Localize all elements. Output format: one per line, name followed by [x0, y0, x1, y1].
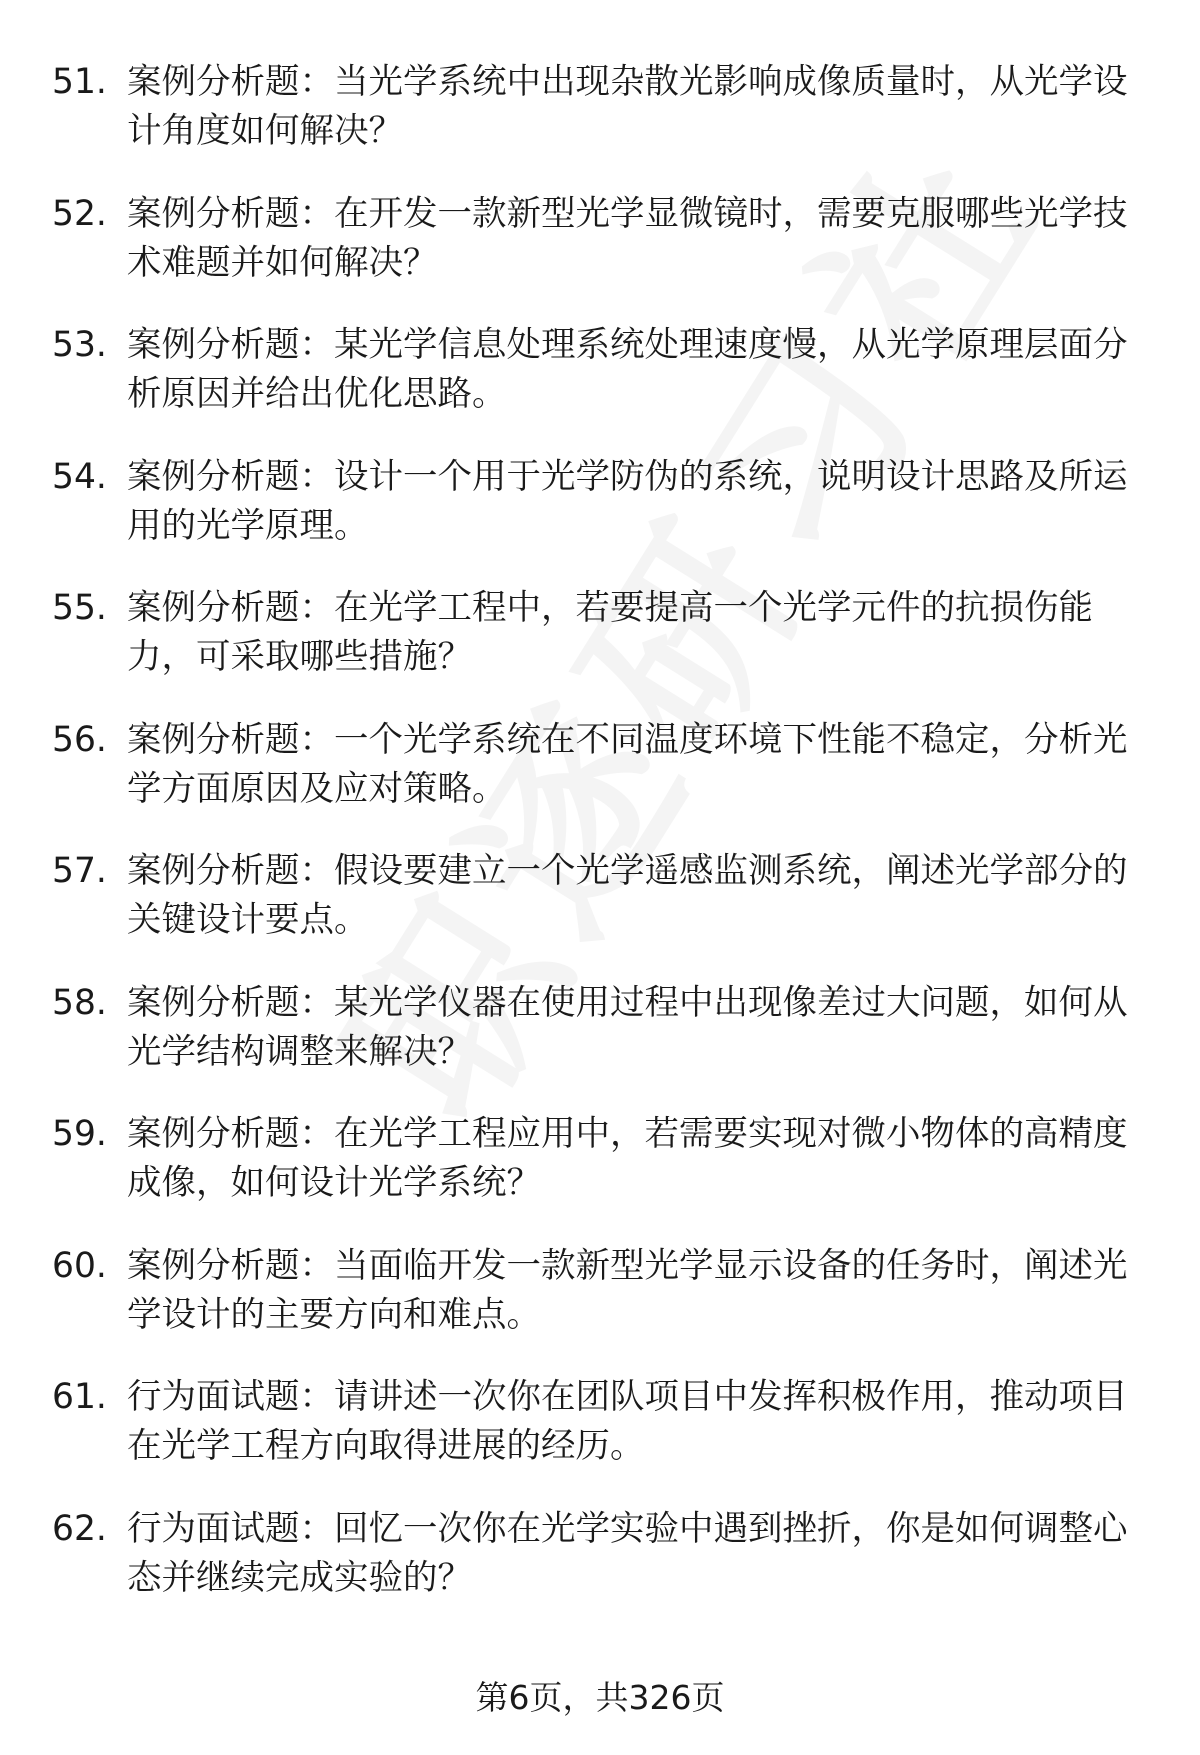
question-number: 52. [52, 193, 107, 234]
question-number: 62. [52, 1508, 107, 1549]
question-text: 案例分析题：设计一个用于光学防伪的系统，说明设计思路及所运用的光学原理。 [127, 456, 1128, 546]
question-text: 案例分析题：在光学工程中，若要提高一个光学元件的抗损伤能力，可采取哪些措施？ [127, 588, 1093, 677]
question-number: 61. [52, 1377, 107, 1417]
question-item [52, 1373, 1152, 1505]
question-text: 行为面试题：请讲述一次你在团队项目中发挥积极作用，推动项目在光学工程方向取得进展的经历。 [127, 1377, 1128, 1466]
question-text: 案例分析题：当面临开发一款新型光学显示设备的任务时，阐述光学设计的主要方向和难点。 [127, 1245, 1128, 1335]
question-item [52, 453, 1152, 585]
question-text: 案例分析题：假设要建立一个光学遥感监测系统，阐述光学部分的关键设计要点。 [127, 851, 1128, 940]
question-item [52, 584, 1152, 716]
page-footer: 第6页，共326页 [475, 1678, 725, 1717]
question-number: 54. [52, 456, 107, 497]
question-number: 56. [52, 719, 107, 760]
question-text: 案例分析题：一个光学系统在不同温度环境下性能不稳定，分析光学方面原因及应对策略。 [127, 719, 1128, 809]
question-item [52, 716, 1152, 848]
question-number: 59. [52, 1114, 107, 1154]
question-text: 案例分析题：在光学工程应用中，若需要实现对微小物体的高精度成像，如何设计光学系统？ [127, 1114, 1128, 1203]
question-number: 53. [52, 325, 107, 365]
question-text: 行为面试题：回忆一次你在光学实验中遇到挫折，你是如何调整心态并继续完成实验的？ [127, 1508, 1128, 1598]
question-item [52, 1110, 1152, 1242]
question-number: 57. [52, 851, 107, 891]
question-text: 案例分析题：当光学系统中出现杂散光影响成像质量时，从光学设计角度如何解决？ [127, 62, 1128, 151]
question-item [52, 190, 1152, 322]
question-text: 案例分析题：某光学仪器在使用过程中出现像差过大问题，如何从光学结构调整来解决？ [127, 982, 1128, 1072]
question-number: 55. [52, 588, 107, 628]
question-item [52, 321, 1152, 453]
question-item [52, 1505, 1152, 1637]
question-text: 案例分析题：在开发一款新型光学显微镜时，需要克服哪些光学技术难题并如何解决？ [127, 193, 1128, 283]
question-number: 58. [52, 982, 107, 1023]
question-item [52, 847, 1152, 979]
question-number: 60. [52, 1245, 107, 1286]
question-number: 51. [52, 62, 107, 102]
question-item [52, 58, 1152, 190]
question-text: 案例分析题：某光学信息处理系统处理速度慢，从光学原理层面分析原因并给出优化思路。 [127, 325, 1128, 414]
question-list [52, 58, 1152, 1636]
question-item [52, 1242, 1152, 1374]
question-item [52, 979, 1152, 1111]
